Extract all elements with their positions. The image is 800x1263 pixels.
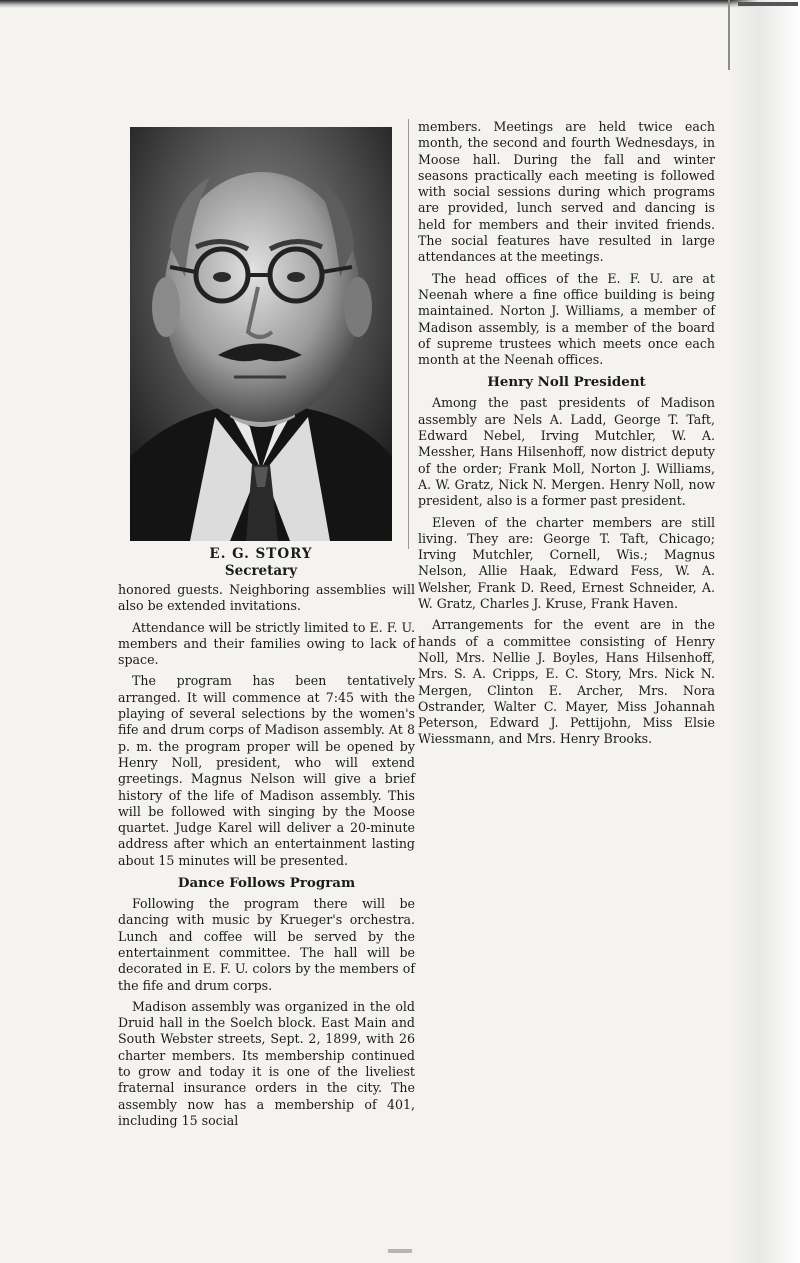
paragraph: Following the program there will be dancing with music by Krueger's orchestra. Lunch and coffee will be served by the entertainment committee. The hall will be decorated in E. F. U. colors by the members of the fife and drum corps. xyxy=(118,896,415,993)
section-heading: Henry Noll President xyxy=(487,374,646,391)
corner-mark xyxy=(738,2,798,6)
paragraph: Among the past presidents of Madison assembly are Nels A. Ladd, George T. Taft, Edward Nebel, Irving Mutchler, W. A. Messher, Hans Hilsenhoff, now district deputy of the order; Frank Moll, Norton J. Williams, A. W. Gratz, Nick N. Mergen. Henry Noll, now president, also is a former past president. xyxy=(418,395,715,509)
portrait-illustration xyxy=(130,127,392,541)
caption-title: Secretary xyxy=(224,563,298,579)
paragraph: Madison assembly was organized in the old Druid hall in the Soelch block. East Main and South Webster streets, Sept. 2, 1899, with 26 charter members. Its membership continued to grow and today it is one of the liveliest fraternal insurance orders in the city. The assembly now has a membership of 401, including 15 social xyxy=(118,998,415,1128)
column-rule xyxy=(408,119,409,549)
photo-caption xyxy=(130,546,392,580)
scan-edge-top xyxy=(0,0,800,8)
scan-line xyxy=(728,0,730,70)
paragraph: members. Meetings are held twice each month, the second and fourth Wednesdays, in Moose hall. During the fall and winter seasons practically each meeting is followed with social sessions during which programs are provided, lunch served and dancing is held for members and their invited friends. The social features have resulted in large attendances at the meetings. xyxy=(418,119,715,265)
left-column xyxy=(118,582,415,1134)
portrait-photo xyxy=(130,127,392,541)
paragraph: Arrangements for the event are in the hands of a committee consisting of Henry Noll, Mrs. Nellie J. Boyles, Hans Hilsenhoff, Mrs. S. A. Cripps, E. C. Story, Mrs. Nick N. Mergen, Clinton E. Archer, Mrs. Nora Ostrander, Walter C. Mayer, Miss Johannah Peterson, Edward J. Pettijohn, Miss Elsie Wiessmann, and Mrs. Henry Brooks. xyxy=(418,617,715,747)
paragraph: The head offices of the E. F. U. are at Neenah where a fine office building is being maintained. Norton J. Williams, a member of Madison assembly, is a member of the board of supreme trustees which meets once each month at the Neenah offices. xyxy=(418,270,715,368)
paragraph: Attendance will be strictly limited to E. F. U. members and their families owing to lack of space. xyxy=(118,619,415,668)
paragraph: Eleven of the charter members are still living. They are: George T. Taft, Chicago; Irving Mutchler, Cornell, Wis.; Magnus Nelson, Allie Haak, Edward Fess, W. A. Welsher, Frank D. Reed, Ernest Schneider, A. W. Gratz, Charles J. Kruse, Frank Haven. xyxy=(418,514,715,612)
paragraph: The program has been tentatively arranged. It will commence at 7:45 with the playing of several selections by the women's fife and drum corps of Madison assembly. At 8 p. m. the program proper will be opened by Henry Noll, president, who will extend greetings. Magnus Nelson will give a brief history of the life of Madison assembly. This will be followed with singing by the Moose quartet. Judge Karel will deliver a 20-minute address after which an entertainment lasting about 15 minutes will be presented. xyxy=(118,673,415,868)
scan-edge-right xyxy=(730,0,800,1263)
section-heading: Dance Follows Program xyxy=(177,875,356,892)
caption-name: E. G. STORY xyxy=(209,546,313,562)
paragraph: honored guests. Neighboring assemblies will also be extended invitations. xyxy=(118,582,415,614)
scan-mark xyxy=(388,1249,412,1253)
right-column xyxy=(418,119,715,753)
